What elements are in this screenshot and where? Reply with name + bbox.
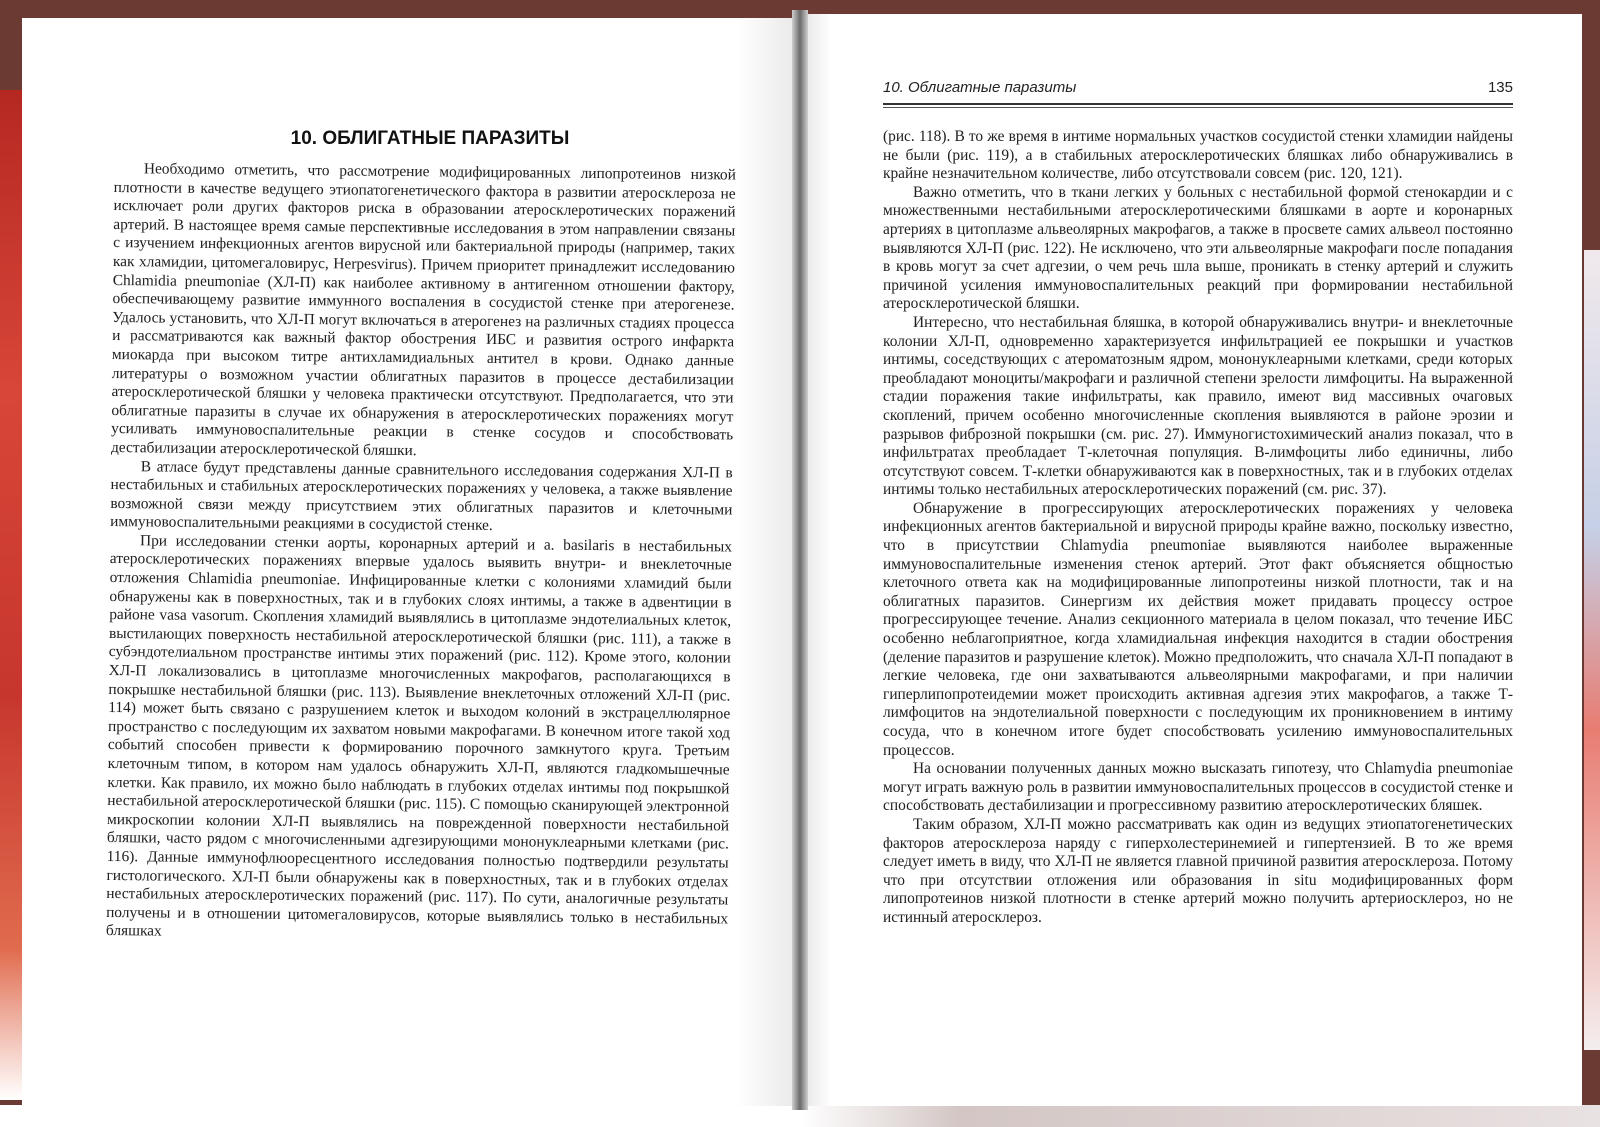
running-head-title: 10. Облигатные паразиты (883, 79, 1077, 96)
header-rule-thin (883, 107, 1513, 108)
paragraph: При исследовании стенки аорты, коронарных артерий и a. basilaris в нестабильных атеросклеротических поражениях впервые удалось выявить внутри- и внеклеточные отложения Chlamidia pneumoniae. Инфицированные клетки с колониями хламидий были обнаружены как в поверхностных, так и в глубоких слоях интимы, а также в адвентиции в районе vasa vasorum. Скопления хламидий выявлялись в цитоплазме эндотелиальных клеток, выстилающих поверхность нестабильной атеросклеротической бляшки (рис. 111), а также в субэндотелиальном пространстве интимы этих поражений (рис. 112). Кроме этого, колонии ХЛ-П локализовались в цитоплазме многочисленных макрофагов, располагающихся в покрышке нестабильной бляшки (рис. 113). Выявление внеклеточных отложений ХЛ-П (рис. 114) может быть связано с разрушением клеток и выходом колоний в экстрацеллюлярное пространство с последующим их захватом новыми макрофагами. В конечном итоге такой ход событий способен привести к формированию порочного замкнутого круга. Третьим клеточным типом, в котором нам удалось обнаружить ХЛ-П, являются гладкомышечные клетки. Как правило, их можно было наблюдать в глубоких отделах интимы под покрышкой нестабильной атеросклеротической бляшки (рис. 115). С помощью сканирующей электронной микроскопии колонии ХЛ-П выявлялись на поврежденной поверхности нестабильной бляшки, часто рядом с многочисленными адгезирующими мононуклеарными клетками (рис. 116). Данные иммунофлюоресцентного исследования полностью подтвердили результаты гистологического. ХЛ-П были обнаружены как в поверхностных, так и в глубоких отделах нестабильных атеросклеротических поражений (рис. 117). По сути, аналогичные результаты получены и в отношении цитомегаловирусов, которые выявлялись только в нестабильных бляшках (105, 532, 733, 940)
paragraph: Интересно, что нестабильная бляшка, в которой обнаруживались внутри- и внеклеточные колонии ХЛ-П, одновременно характеризуется инфильтрацией ее покрышки и участков интимы, соседствующих с атероматозным ядром, мононуклеарными клетками, среди которых преобладают моноциты/макрофаги и различной степени зрелости лимфоциты. На выраженной стадии поражения такие инфильтраты, как правило, имеют вид массивных очаговых скоплений, причем особенно многочисленные скопления выявляются в районе эрозии и разрывов фиброзной покрышки (см. рис. 27). Иммуногистохимический анализ показал, что в инфильтратах преобладает Т-клеточная популяция. В-лимфоциты либо единичны, либо отсутствуют совсем. Т-клетки обнаруживаются как в поверхностных, так и в глубоких отделах интимы только нестабильных атеросклеротических поражений (см. рис. 37). (883, 313, 1513, 499)
chapter-title: 10. ОБЛИГАТНЫЕ ПАРАЗИТЫ (290, 128, 570, 149)
paragraph: Обнаружение в прогрессирующих атеросклеротических поражениях у человека инфекционных агентов бактериальной и вирусной природы крайне важно, поскольку известно, что в присутствии Chlamydia pneumoniae выявляются наиболее выраженные иммуновоспалительные изменения стенок артерий. Этот факт объясняется общностью клеточного ответа как на модифицированные липопротеины низкой плотности, так и на облигатных паразитов. Синергизм их действия может придавать процессу острое прогрессирующее течение. Анализ секционного материала в целом показал, что течение ИБС особенно неблагоприятное, когда хламидиальная инфекция находится в стадии обострения (деление паразитов и разрушение клеток). Можно предположить, что сначала ХЛ-П попадают в легкие человека, где они захватываются альвеолярными макрофагами, и при наличии гиперлипопротеидемии может происходить активная адгезия этих макрофагов, а также Т-лимфоцитов на эндотелиальной поверхности с последующим их проникновением в интиму сосуда, что в конечном итоге будет способствовать усилению иммуновоспалительных процессов. (883, 499, 1513, 759)
paragraph: Необходимо отметить, что рассмотрение модифицированных липопротеинов низкой плотности в качестве ведущего этиопатогенетического фактора в развитии атеросклероза не исключает роли других факторов риска в образовании атеросклеротических поражений артерий. В настоящее время самые перспективные исследования в этом направлении связаны с изучением инфекционных агентов вирусной или бактериальной природы (например, таких как хламидии, цитомегаловирус, Herpesvirus). Причем приоритет принадлежит исследованию Chlamidia pneumoniae (ХЛ-П) как наиболее активному в антигенном отношении фактору, обеспечивающему развитие иммунного воспаления в сосудистой стенке при атерогенезе. Удалось установить, что ХЛ-П могут включаться в атерогенез на различных стадиях процесса и рассматриваются как важный фактор обострения ИБС и развития острого инфаркта миокарда при высоком титре антихламидиальных антител в крови. Однако данные литературы о возможном участии облигатных паразитов в процессе дестабилизации атеросклеротической бляшки у человека практически отсутствуют. Предполагается, что эти облигатные паразиты в случае их обнаружения в атеросклеротических поражениях могут усиливать иммуновоспалительные реакции в стенке сосудов и способствовать дестабилизации атеросклеротической бляшки. (110, 160, 736, 460)
paragraph-continued: (рис. 118). В то же время в интиме нормальных участков сосудистой стенки хламидии найдены не были (рис. 119), а в стабильных атеросклеротических бляшках либо обнаруживались в крайне незначительном количестве, либо отсутствовали совсем (рис. 120, 121). (883, 128, 1513, 183)
book-cover-edge-right (1584, 250, 1600, 1050)
header-rule (883, 103, 1513, 105)
paragraph: В атласе будут представлены данные сравнительного исследования содержания ХЛ-П в нестабильных и стабильных атеросклеротических поражениях у человека, а также выявление возможной связи между присутствием этих облигатных паразитов и клеточными иммуновоспалительными реакциями в сосудистой стенке. (110, 457, 733, 535)
left-page-text (106, 160, 736, 947)
paragraph: Важно отметить, что в ткани легких у больных с нестабильной формой стенокардии и с множественными нестабильными атеросклеротическими бляшками в аорте и коронарных артериях в цитоплазме альвеолярных макрофагов, а также в просвете самих альвеол постоянно выявляются ХЛ-П (рис. 122). Не исключено, что эти альвеолярные макрофаги после попадания в кровь могут за счет адгезии, о чем речь шла выше, проникать в стенку артерий и служить причиной усиления иммуновоспалительных реакций при формировании нестабильной атеросклеротической бляшки. (883, 183, 1513, 313)
paragraph: Таким образом, ХЛ-П можно рассматривать как один из ведущих этиопатогенетических факторов атеросклероза наряду с гиперхолестеринемией и гипертензией. В то же время следует иметь в виду, что ХЛ-П не является главной причиной развития атеросклероза. Потому что при отсутствии отложения или образования in situ модифицированных форм липопротеинов низкой плотности в стенке артерий можно получить артериосклероз, но не истинный атеросклероз. (883, 815, 1513, 926)
page-number: 135 (1487, 79, 1513, 96)
paragraph: На основании полученных данных можно высказать гипотезу, что Chlamydia pneumoniae могут играть важную роль в развитии иммуновоспалительных процессов в сосудистой стенке и способствовать дестабилизации и прогрессивному развитию атеросклеротических бляшек. (883, 760, 1513, 815)
right-page-text (883, 128, 1513, 928)
book-cover-edge-left (0, 90, 22, 1100)
book-gutter (792, 10, 808, 1110)
